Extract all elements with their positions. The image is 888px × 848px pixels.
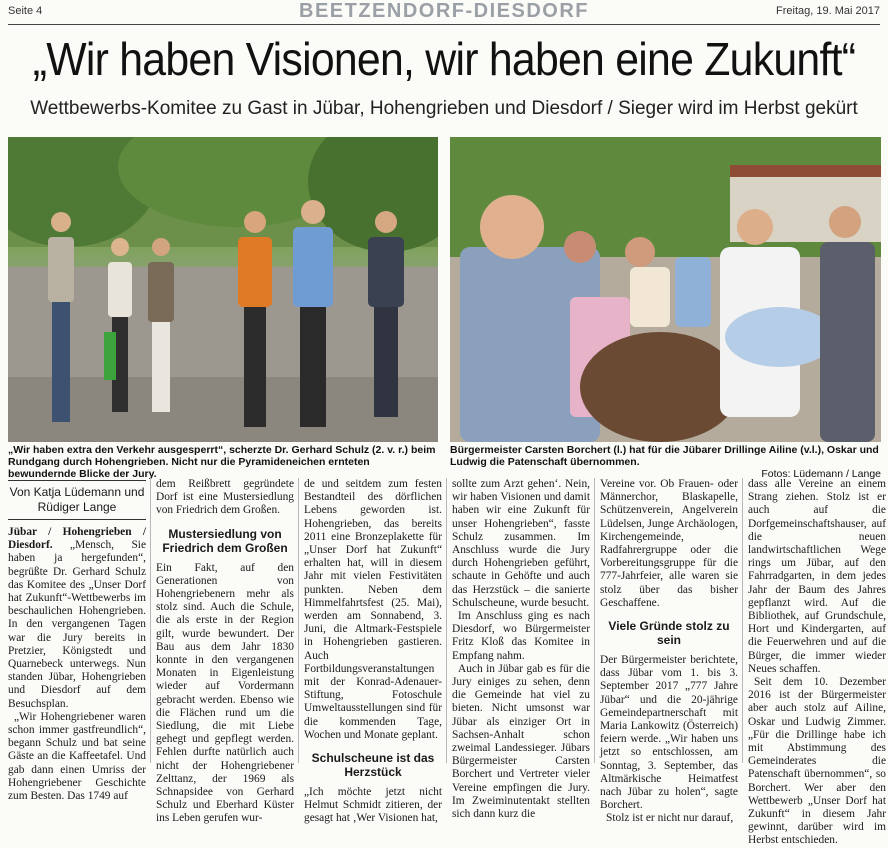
photo-caption-right <box>450 444 881 480</box>
column-divider <box>594 478 595 763</box>
paragraph: Auch in Jübar gab es für die Jury einiges zu sehen, denn die Gemeinde hat viel zu bieten. Nicht umsonst war Jübar als einziger Ort in Sachsen-Anhalt schon zweimal Landessieger. Jübars Bürgermeister Carsten Borchert und Vertreter vieler Vereine empfingen die Jury. Im Zweiminutentakt stellten sich dann kurz die <box>452 662 590 821</box>
subheading: Mustersiedlung von Friedrich dem Großen <box>162 526 288 555</box>
headline: „Wir haben Visionen, wir haben eine Zukunft“ <box>32 33 856 85</box>
photo-group-walk <box>8 137 438 442</box>
paragraph: dem Reißbrett gegründete Dorf ist eine Mustersiedlung von Friedrich dem Großen. <box>156 478 294 517</box>
article-column-2 <box>156 478 294 826</box>
page-header <box>8 2 880 22</box>
column-divider <box>298 478 299 763</box>
article-column-6 <box>748 478 886 848</box>
paragraph: sollte zum Arzt gehen‘. Nein, wir haben Visionen und damit haben wir eine Zukunft für unser Hohengrieben“, fasste Schulz zusammen. Im Anschluss wurde die Jury durch Hohengrieben geführt, schaute in Gehöfte und auch das Herzstück – die sanierte Schulscheune, wurde besucht. <box>452 478 590 609</box>
column-divider <box>150 478 151 763</box>
header-rule <box>8 24 880 25</box>
article-column-4 <box>452 478 590 821</box>
paragraph <box>8 526 146 711</box>
column-divider <box>446 478 447 763</box>
article-column-5 <box>600 478 738 826</box>
subheadline: Wettbewerbs-Komitee zu Gast in Jübar, Hohengrieben und Diesdorf / Sieger wird im Herbst gekürt <box>30 98 858 119</box>
paragraph: Im Anschluss ging es nach Diesdorf, wo Bürgermeister Fritz Kloß das Komitee in Empfang nahm. <box>452 610 590 662</box>
paragraph: Der Bürgermeister berichtete, dass Jübar vom 1. bis 3. September 2017 „777 Jahre Jübar“ und die 20-jährige Gemeindepartnerschaft mit Maria Lankowitz (Österreich) feiern werde. „Wir haben uns jetzt so entschlossen, am Sonntag, 3. September, das Altmärkische Heimatfest nach Jübar zu holen“, sagte Borchert. <box>600 654 738 812</box>
subheading: Viele Gründe stolz zu sein <box>608 619 730 648</box>
photo-triplets <box>450 137 881 442</box>
photo-credit: Fotos: Lüdemann / Lange <box>761 468 881 480</box>
subheading: Schulscheune ist das Herzstück <box>311 751 435 780</box>
paragraph: Stolz ist er nicht nur darauf, <box>606 812 734 825</box>
article-column-1 <box>8 478 146 803</box>
paragraph: „Ich möchte jetzt nicht Helmut Schmidt zitieren, der gesagt hat ‚Wer Visionen hat, <box>304 786 442 825</box>
article-column-3 <box>304 478 442 826</box>
paragraph: Ein Fakt, auf den Generationen von Hohengriebenern mehr als stolz sind. Auch die Schule, die als erste in der Region gilt, wurde bewundert. Der Bau aus dem Jahr 1830 konnte in den vergangenen Monaten in Eigenleistung wieder auf Vordermann gebracht werden. Ebenso wie die Flächen rund um die Siedlung, die mit Liebe gehegt und gepflegt werden. Fehlen durfte natürlich auch nicht der Hohengriebener Zelttanz, der 1969 als Schnapsidee von Gerhard Schulz und Eberhard Küster ins Leben gerufen wur- <box>156 561 294 825</box>
photo-caption-left: „Wir haben extra den Verkehr ausgesperrt“, scherzte Dr. Gerhard Schulz (2. v. r.) beim Rundgang durch Hohengrieben. Nicht nur die Pyramideneichen ernteten bewundernde Blicke der Jury. <box>8 444 436 480</box>
paragraph: Seit dem 10. Dezember 2016 ist der Bürgermeister aber auch stolz auf Ailine, Oskar und Ludwig Zimmer. „Für die Drillinge habe ich mit Abstimmung des Gemeinderates die Patenschaft übernommen“, so Borchert. Wer aber den Wettbewerb „Unser Dorf hat Zukunft“ in diesem Jahr gewinnt, darüber wird im Herbst entschieden. <box>748 676 886 847</box>
paragraph: de und seitdem zum festen Bestandteil des dörflichen Lebens geworden ist. Hohengrieben, das bereits 2011 eine Bronzeplakette für „Unser Dorf hat Zukunft“ erhalten hat, will in diesem Jahr mit vielen Festivitäten punkten. Neben dem Himmelfahrtsfest (25. Mai), werden am Sonnabend, 3. Juni, die Altmark-Festspiele in Hohengrieben gastieren. Auch Fortbildungsveranstaltungen mit der Konrad-Adenauer-Stiftung, Fotoschule Umweltausstellungen sind für die kommenden Tage, Wochen und Monate geplant. <box>304 478 442 741</box>
byline: Von Katja Lüdemann und Rüdiger Lange <box>8 480 146 520</box>
paragraph-text: „Mensch, Sie haben ja hergefunden“, begrüßte Dr. Gerhard Schulz das Komitee des „Unser Dorf hat Zukunft“-Wettbewerbs im beschaulichen Hohengrieben. In den vergangenen Tagen war die Jury bereits in Pretzier, Königstedt und Quarnebeck unterwegs. Nun standen Jübar, Hohengrieben und Diesdorf auf dem Besuchsplan. <box>8 539 146 710</box>
paragraph: „Wir Hohengriebener waren schon immer gastfreundlich“, begann Schulz und bat seine Gäste an die Kaffeetafel. Und gab dann einen Umriss der Hohengriebener Geschichte zum Besten. Das 1749 auf <box>8 710 146 803</box>
issue-date: Freitag, 19. Mai 2017 <box>776 5 880 17</box>
column-divider <box>742 478 743 763</box>
page-number: Seite 4 <box>8 5 43 17</box>
dateline: Jübar / Hohengrieben / Diesdorf. <box>8 526 146 552</box>
paragraph: dass alle Vereine an einem Strang ziehen. Stolz ist er auch auf die Dorfgemeinschaftshauser, auf die neuen landwirtschaftlichen Wege rings um Jübar, auf den Fahrradgarten, in dem jedes Jahr der Baum des Jahres gepflanzt wird. Auf die Bibliothek, auf Grundschule, Hort und Kindergarten, auf die Feuerwehren und auf die Bürger, die immer wieder Neues schaffen. <box>748 478 886 675</box>
paragraph: Vereine vor. Ob Frauen- oder Männerchor, Blaskapelle, Schützenverein, Angelverein Lüdelsen, Junge Archäologen, Kirchengemeinde, Radfahrergruppe oder die Vorbereitungsgruppe für die 777-Jahrfeier, alle waren sie stolz über das bisher Geschaffene. <box>600 478 738 609</box>
section-title: BEETZENDORF-DIESDORF <box>299 0 589 22</box>
caption-text: Bürgermeister Carsten Borchert (l.) hat für die Jübarer Drillinge Ailine (v.l.), Oskar und Ludwig die Patenschaft übernommen. <box>450 444 879 468</box>
